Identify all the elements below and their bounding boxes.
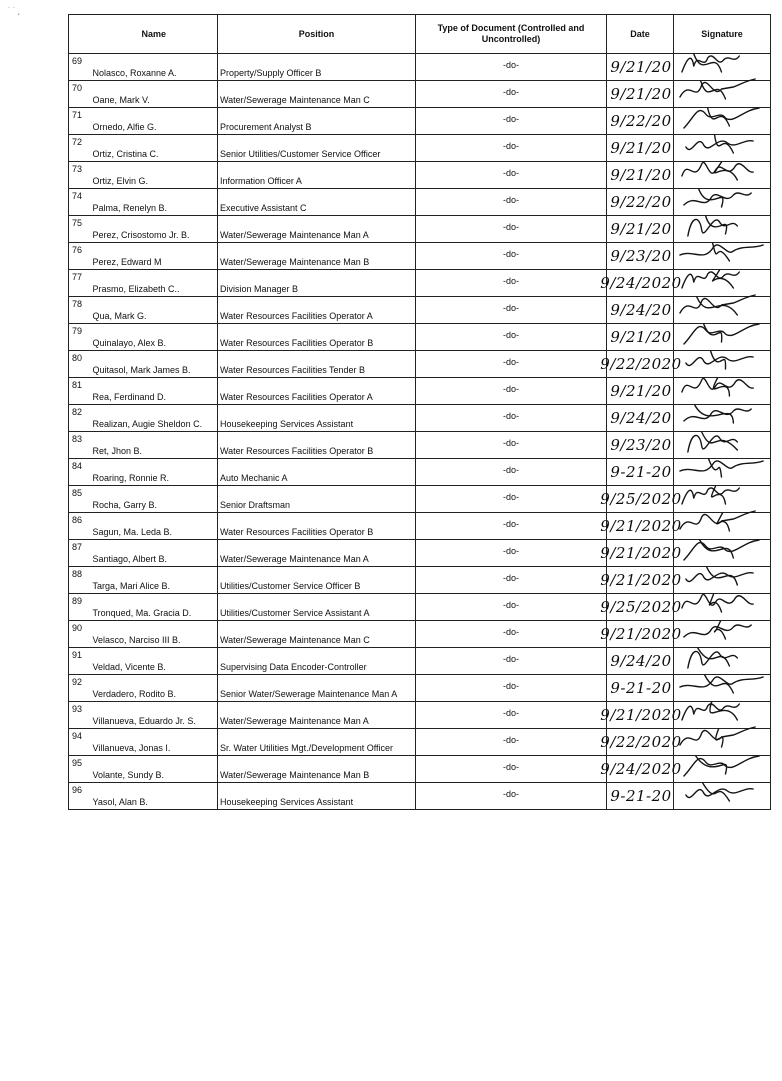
table-row <box>69 324 771 351</box>
handwritten-date: 9/21/20 <box>610 328 672 346</box>
handwritten-date: 9/22/20 <box>610 112 672 130</box>
table-row <box>69 756 771 783</box>
handwritten-date: 9/25/2020 <box>600 598 682 616</box>
signature-stroke <box>711 351 726 369</box>
row-name: Perez, Edward M <box>91 243 218 270</box>
row-name: Rea, Ferdinand D. <box>91 378 218 405</box>
row-doc-type-text: -do- <box>502 492 519 502</box>
row-signature <box>674 783 771 810</box>
row-position: Water/Sewerage Maintenance Man C <box>218 621 416 648</box>
row-doc-type-text: -do- <box>502 384 519 394</box>
row-position: Property/Supply Officer B <box>218 54 416 81</box>
row-number: 69 <box>69 54 91 81</box>
row-date <box>607 378 674 405</box>
signature-stroke <box>680 295 755 313</box>
row-number: 74 <box>69 189 91 216</box>
row-doc-type-text: -do- <box>502 681 519 691</box>
row-position: Water Resources Facilities Operator A <box>218 378 416 405</box>
row-doc-type <box>416 378 607 405</box>
row-number: 70 <box>69 81 91 108</box>
table-row <box>69 486 771 513</box>
row-number: 73 <box>69 162 91 189</box>
signature-stroke <box>708 108 730 126</box>
row-number: 89 <box>69 594 91 621</box>
row-position: Water/Sewerage Maintenance Man C <box>218 81 416 108</box>
table-row <box>69 432 771 459</box>
row-doc-type-text: -do- <box>502 249 519 259</box>
row-doc-type <box>416 540 607 567</box>
row-position: Utilities/Customer Service Officer B <box>218 567 416 594</box>
table-row <box>69 675 771 702</box>
row-number: 93 <box>69 702 91 729</box>
row-date <box>607 135 674 162</box>
row-doc-type-text: -do- <box>502 168 519 178</box>
row-date <box>607 432 674 459</box>
signature-stroke <box>682 488 739 504</box>
row-doc-type-text: -do- <box>502 627 519 637</box>
handwritten-date: 9/21/20 <box>610 382 672 400</box>
row-position: Information Officer A <box>218 162 416 189</box>
row-position: Housekeeping Services Assistant <box>218 783 416 810</box>
row-date <box>607 216 674 243</box>
row-name: Yasol, Alan B. <box>91 783 218 810</box>
row-date <box>607 243 674 270</box>
row-position: Water Resources Facilities Tender B <box>218 351 416 378</box>
row-number: 79 <box>69 324 91 351</box>
row-doc-type-text: -do- <box>502 276 519 286</box>
row-number: 90 <box>69 621 91 648</box>
row-position: Senior Utilities/Customer Service Officer <box>218 135 416 162</box>
handwritten-date: 9-21-20 <box>610 463 672 481</box>
row-doc-type <box>416 405 607 432</box>
table-row <box>69 702 771 729</box>
attendance-sheet-table <box>68 14 771 810</box>
row-name: Perez, Crisostomo Jr. B. <box>91 216 218 243</box>
row-name: Villanueva, Eduardo Jr. S. <box>91 702 218 729</box>
row-name: Prasmo, Elizabeth C.. <box>91 270 218 297</box>
row-doc-type-text: -do- <box>502 411 519 421</box>
handwritten-date: 9/24/2020 <box>600 760 682 778</box>
handwritten-date: 9/23/20 <box>610 436 672 454</box>
table-row <box>69 243 771 270</box>
signature-stroke <box>684 108 759 128</box>
table-row <box>69 405 771 432</box>
row-doc-type <box>416 81 607 108</box>
table-row <box>69 594 771 621</box>
table-row <box>69 513 771 540</box>
signature-stroke <box>682 272 739 288</box>
row-number: 91 <box>69 648 91 675</box>
row-position: Water/Sewerage Maintenance Man A <box>218 216 416 243</box>
handwritten-date: 9/21/2020 <box>600 625 682 643</box>
signature-stroke <box>715 162 738 180</box>
signature-stroke <box>695 405 734 423</box>
row-date <box>607 324 674 351</box>
row-doc-type-text: -do- <box>502 195 519 205</box>
row-doc-type <box>416 108 607 135</box>
table-row <box>69 540 771 567</box>
row-doc-type <box>416 351 607 378</box>
row-doc-type-text: -do- <box>502 222 519 232</box>
row-position: Water/Sewerage Maintenance Man B <box>218 243 416 270</box>
row-name: Santiago, Albert B. <box>91 540 218 567</box>
row-date <box>607 162 674 189</box>
row-date <box>607 189 674 216</box>
handwritten-date: 9/21/20 <box>610 85 672 103</box>
handwritten-date: 9-21-20 <box>610 679 672 697</box>
row-doc-type <box>416 675 607 702</box>
row-date <box>600 270 682 297</box>
row-doc-type <box>416 216 607 243</box>
row-doc-type <box>416 432 607 459</box>
handwritten-date: 9/21/2020 <box>600 544 682 562</box>
row-name: Qua, Mark G. <box>91 297 218 324</box>
row-doc-type <box>416 135 607 162</box>
handwritten-date: 9/21/2020 <box>600 571 682 589</box>
row-name: Sagun, Ma. Leda B. <box>91 513 218 540</box>
row-doc-type-text: -do- <box>502 465 519 475</box>
signature-scribble <box>674 775 770 815</box>
row-number: 84 <box>69 459 91 486</box>
row-doc-type <box>416 702 607 729</box>
table-row <box>69 216 771 243</box>
table-header <box>69 15 771 54</box>
row-date <box>600 729 682 756</box>
row-doc-type-text: -do- <box>502 303 519 313</box>
row-date <box>600 594 682 621</box>
row-doc-type <box>416 459 607 486</box>
row-date <box>600 756 682 783</box>
row-doc-type <box>416 594 607 621</box>
row-date <box>607 54 674 81</box>
row-number: 83 <box>69 432 91 459</box>
table-row <box>69 54 771 81</box>
handwritten-date: 9-21-20 <box>610 787 672 805</box>
signature-stroke <box>713 270 734 288</box>
signature-stroke <box>707 567 738 585</box>
header-name: Name <box>91 15 218 54</box>
table-row <box>69 648 771 675</box>
row-doc-type-text: -do- <box>502 141 519 151</box>
row-position: Utilities/Customer Service Assistant A <box>218 594 416 621</box>
row-date <box>600 351 682 378</box>
row-date <box>600 567 682 594</box>
handwritten-date: 9/24/2020 <box>600 274 682 292</box>
row-number: 76 <box>69 243 91 270</box>
handwritten-date: 9/24/20 <box>610 301 672 319</box>
row-doc-type-text: -do- <box>502 762 519 772</box>
signature-stroke <box>712 486 726 504</box>
signature-stroke <box>709 594 721 612</box>
table-row <box>69 351 771 378</box>
handwritten-date: 9/22/2020 <box>600 733 682 751</box>
signature-stroke <box>717 513 729 531</box>
row-name: Quitasol, Mark James B. <box>91 351 218 378</box>
table-row <box>69 378 771 405</box>
table-row <box>69 162 771 189</box>
row-doc-type <box>416 729 607 756</box>
row-doc-type <box>416 486 607 513</box>
row-doc-type-text: -do- <box>502 519 519 529</box>
row-position: Procurement Analyst B <box>218 108 416 135</box>
row-doc-type <box>416 567 607 594</box>
signature-stroke <box>680 461 763 471</box>
row-number: 77 <box>69 270 91 297</box>
row-date <box>607 459 674 486</box>
signature-stroke <box>680 511 755 529</box>
row-name: Targa, Mari Alice B. <box>91 567 218 594</box>
row-position: Water Resources Facilities Operator A <box>218 297 416 324</box>
signature-stroke <box>701 81 726 99</box>
signature-stroke <box>688 219 737 236</box>
row-doc-type <box>416 513 607 540</box>
row-date <box>607 783 674 810</box>
row-name: Ortiz, Elvin G. <box>91 162 218 189</box>
table-row <box>69 297 771 324</box>
row-number: 95 <box>69 756 91 783</box>
table-row <box>69 81 771 108</box>
table-row <box>69 459 771 486</box>
handwritten-date: 9/24/20 <box>610 652 672 670</box>
table-row <box>69 108 771 135</box>
row-number: 75 <box>69 216 91 243</box>
row-number: 85 <box>69 486 91 513</box>
row-number: 94 <box>69 729 91 756</box>
row-doc-type-text: -do- <box>502 330 519 340</box>
row-doc-type-text: -do- <box>502 735 519 745</box>
table-body <box>69 54 771 810</box>
signature-stroke <box>694 54 722 72</box>
row-position: Water/Sewerage Maintenance Man B <box>218 756 416 783</box>
row-doc-type <box>416 54 607 81</box>
handwritten-date: 9/21/20 <box>610 139 672 157</box>
row-name: Realizan, Augie Sheldon C. <box>91 405 218 432</box>
row-date <box>600 702 682 729</box>
row-position: Water/Sewerage Maintenance Man A <box>218 540 416 567</box>
row-number: 92 <box>69 675 91 702</box>
row-doc-type <box>416 243 607 270</box>
handwritten-date: 9/21/20 <box>610 58 672 76</box>
row-name: Quinalayo, Alex B. <box>91 324 218 351</box>
table-row <box>69 621 771 648</box>
row-name: Ornedo, Alfie G. <box>91 108 218 135</box>
row-doc-type-text: -do- <box>502 114 519 124</box>
row-date <box>607 297 674 324</box>
signature-stroke <box>684 756 759 776</box>
signature-stroke <box>686 789 753 798</box>
row-doc-type <box>416 324 607 351</box>
signature-stroke <box>684 540 759 560</box>
row-doc-type <box>416 162 607 189</box>
row-doc-type-text: -do- <box>502 789 519 799</box>
row-doc-type-text: -do- <box>502 438 519 448</box>
row-name: Ret, Jhon B. <box>91 432 218 459</box>
signature-stroke <box>706 216 727 234</box>
row-doc-type-text: -do- <box>502 573 519 583</box>
header-date: Date <box>607 15 674 54</box>
row-position: Senior Water/Sewerage Maintenance Man A <box>218 675 416 702</box>
header-doc-type: Type of Document (Controlled and Uncontrolled) <box>416 15 607 54</box>
signature-stroke <box>682 56 739 72</box>
row-name: Volante, Sundy B. <box>91 756 218 783</box>
row-position: Executive Assistant C <box>218 189 416 216</box>
scan-speck: ˙ ˙ ˛ <box>8 6 21 15</box>
header-position: Position <box>218 15 416 54</box>
row-position: Auto Mechanic A <box>218 459 416 486</box>
signature-stroke <box>716 729 723 747</box>
row-doc-type-text: -do- <box>502 546 519 556</box>
row-doc-type <box>416 756 607 783</box>
row-name: Verdadero, Rodito B. <box>91 675 218 702</box>
handwritten-date: 9/21/2020 <box>600 517 682 535</box>
row-date <box>607 405 674 432</box>
row-position: Division Manager B <box>218 270 416 297</box>
row-position: Supervising Data Encoder-Controller <box>218 648 416 675</box>
row-number: 71 <box>69 108 91 135</box>
row-doc-type <box>416 189 607 216</box>
signature-stroke <box>680 245 763 255</box>
handwritten-date: 9/24/20 <box>610 409 672 427</box>
row-doc-type-text: -do- <box>502 654 519 664</box>
row-name: Tronqued, Ma. Gracia D. <box>91 594 218 621</box>
row-date <box>607 648 674 675</box>
row-name: Velasco, Narciso III B. <box>91 621 218 648</box>
table-row <box>69 135 771 162</box>
row-doc-type <box>416 783 607 810</box>
row-number: 81 <box>69 378 91 405</box>
row-number: 78 <box>69 297 91 324</box>
row-name: Villanueva, Jonas I. <box>91 729 218 756</box>
row-doc-type <box>416 648 607 675</box>
row-name: Veldad, Vicente B. <box>91 648 218 675</box>
row-name: Palma, Renelyn B. <box>91 189 218 216</box>
row-doc-type-text: -do- <box>502 357 519 367</box>
header-number <box>69 15 91 54</box>
handwritten-date: 9/25/2020 <box>600 490 682 508</box>
handwritten-date: 9/21/20 <box>610 166 672 184</box>
row-doc-type-text: -do- <box>502 87 519 97</box>
row-name: Oane, Mark V. <box>91 81 218 108</box>
table-row <box>69 729 771 756</box>
table-row <box>69 567 771 594</box>
row-date <box>607 81 674 108</box>
header-signature: Signature <box>674 15 771 54</box>
row-position: Water Resources Facilities Operator B <box>218 513 416 540</box>
handwritten-date: 9/21/2020 <box>600 706 682 724</box>
row-number: 87 <box>69 540 91 567</box>
row-name: Roaring, Ronnie R. <box>91 459 218 486</box>
row-number: 80 <box>69 351 91 378</box>
row-name: Ortiz, Cristina C. <box>91 135 218 162</box>
row-date <box>600 621 682 648</box>
signature-stroke <box>682 162 753 176</box>
row-position: Water Resources Facilities Operator B <box>218 432 416 459</box>
handwritten-date: 9/23/20 <box>610 247 672 265</box>
row-position: Senior Draftsman <box>218 486 416 513</box>
row-date <box>607 675 674 702</box>
row-name: Rocha, Garry B. <box>91 486 218 513</box>
row-doc-type-text: -do- <box>502 600 519 610</box>
row-doc-type <box>416 270 607 297</box>
signature-stroke <box>680 677 763 687</box>
signature-stroke <box>680 79 755 97</box>
table-row <box>69 270 771 297</box>
row-number: 82 <box>69 405 91 432</box>
handwritten-date: 9/22/2020 <box>600 355 682 373</box>
row-doc-type-text: -do- <box>502 60 519 70</box>
row-position: Water Resources Facilities Operator B <box>218 324 416 351</box>
table-row <box>69 189 771 216</box>
handwritten-date: 9/21/20 <box>610 220 672 238</box>
row-position: Water/Sewerage Maintenance Man A <box>218 702 416 729</box>
table-row <box>69 783 771 810</box>
signature-stroke <box>682 378 753 392</box>
row-number: 86 <box>69 513 91 540</box>
row-position: Sr. Water Utilities Mgt./Development Officer <box>218 729 416 756</box>
row-date <box>600 540 682 567</box>
row-date <box>600 513 682 540</box>
signature-stroke <box>700 540 734 558</box>
row-name: Nolasco, Roxanne A. <box>91 54 218 81</box>
signature-stroke <box>713 378 729 396</box>
signature-stroke <box>702 432 738 450</box>
row-date <box>600 486 682 513</box>
signature-stroke <box>682 594 753 608</box>
row-doc-type <box>416 621 607 648</box>
row-doc-type <box>416 297 607 324</box>
row-number: 88 <box>69 567 91 594</box>
row-doc-type-text: -do- <box>502 708 519 718</box>
row-number: 96 <box>69 783 91 810</box>
row-date <box>607 108 674 135</box>
row-position: Housekeeping Services Assistant <box>218 405 416 432</box>
row-number: 72 <box>69 135 91 162</box>
handwritten-date: 9/22/20 <box>610 193 672 211</box>
